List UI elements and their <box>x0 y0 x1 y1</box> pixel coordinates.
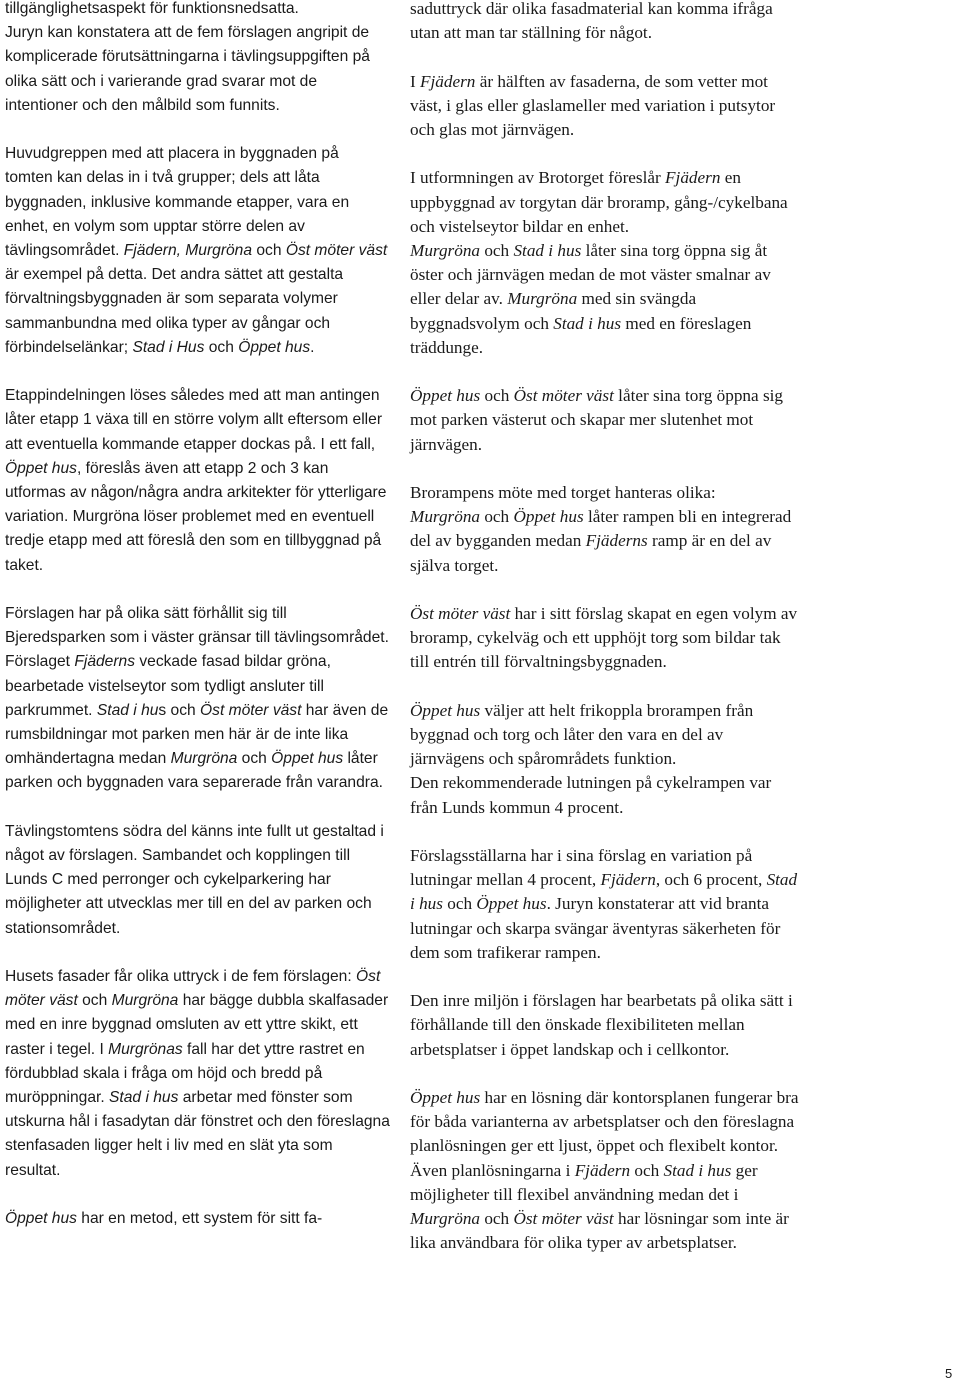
text-run: låter sina torg öppna sig åt öster och järnvägen medan de mot väster smalnar av eller delar av. <box>410 241 771 309</box>
text-run: låter sina torg öppna sig mot parken västerut och skapar mer slutenhet mot järnvägen. <box>410 386 784 454</box>
text-run: Huvudgreppen med att placera in byggnaden på tomten kan delas in i två grupper; dels att låta byggnaden, inklusive kommande etapper, vara en enhet, en volym som upptar större delen av tävlingsområdet. <box>5 145 350 260</box>
italic-text-run: Öppet hus <box>410 386 481 406</box>
right-paragraph-6 <box>410 602 800 675</box>
italic-text-run: Öst möter väst <box>285 242 388 260</box>
italic-text-run: Öppet hus <box>271 750 344 768</box>
text-run: är exempel på detta. Det andra sättet att gestalta förvaltningsbyggnaden är som separata volymer sammanbundna med olika typer av gångar och förbindelselänkar; <box>5 266 344 356</box>
italic-text-run: Fjädern <box>665 168 721 188</box>
text-run: och <box>237 750 272 768</box>
text-run: I utformningen av Brotorget föreslår <box>410 168 666 188</box>
italic-text-run: Stad i hu <box>96 701 159 719</box>
left-paragraph-5: Tävlingstomtens södra del känns inte fullt ut gestaltad i något av förslagen. Sambandet och kopplingen till Lunds C med perronger och cykelparkering har möjligheter att utvecklas mer till en del av parken och stationsområdet. <box>5 822 384 937</box>
text-run: och <box>252 242 286 260</box>
text-run: har lösningar som inte är lika användbara för olika typer av arbetsplatser. <box>410 1209 789 1253</box>
text-run: med en föreslagen träddunge. <box>410 313 752 357</box>
italic-text-run: Öppet hus <box>5 1210 77 1228</box>
italic-text-run: Fjädern, Murgröna <box>123 242 253 260</box>
text-run: I <box>410 71 421 91</box>
italic-text-run: Murgröna <box>410 1209 481 1229</box>
italic-text-run: Öst möter väst <box>513 386 614 406</box>
right-paragraph-8 <box>410 844 800 965</box>
text-run: veckade fasad bildar gröna, bearbetade vistelseytor som tydligt ansluter till parkrummet. <box>5 653 331 719</box>
text-run: s och <box>158 701 201 719</box>
left-paragraph-2 <box>5 142 390 360</box>
right-paragraph-7 <box>410 699 800 820</box>
italic-text-run: Fjädern <box>420 71 476 91</box>
italic-text-run: Stad i hus <box>553 313 622 333</box>
text-run: ramp är en del av själva torget. <box>410 531 772 575</box>
text-run: Brorampens möte med torget hanteras olika: <box>410 483 716 502</box>
right-paragraph-4 <box>410 384 800 457</box>
left-paragraph-1: tillgänglighetsaspekt för funktionsnedsatta. Juryn kan konstatera att de fem förslagen angripit de komplicerade förutsättningarna i tävlingsuppgiften på olika sätt och i varierande grad svarar mot de intentioner och den målbild som funnits. <box>5 0 370 114</box>
italic-text-run: Stad i Hus <box>132 338 205 356</box>
text-run: har i sitt förslag skapat en egen volym av broramp, cykelväg och ett upphöjt torg som bildar tak till entrén till förvaltningsbyggnaden. <box>410 604 798 672</box>
left-paragraph-4 <box>5 602 390 796</box>
right-paragraph-3 <box>410 166 800 360</box>
text-run: , föreslås även att etapp 2 och 3 kan utformas av någon/några andra arkitekter för ytterligare variation. Murgröna löser problemet med en eventuell tredje etapp med att föreslå den som en tillbyggnad på taket. <box>5 459 387 574</box>
text-run: . Juryn konstaterar att vid branta lutningar och skarpa svängar äventyras säkerheten för dem som trafikerar rampen. <box>410 894 781 962</box>
text-run: , och 6 procent, <box>655 870 767 890</box>
italic-text-run: Öst möter väst <box>200 701 302 719</box>
italic-text-run: Öst möter väst <box>513 1209 614 1229</box>
text-run: låter rampen bli en integrerad del av bygganden medan <box>410 507 792 551</box>
text-run: Husets fasader får olika uttryck i de fem förslagen: <box>5 968 357 986</box>
right-paragraph-5 <box>410 481 800 578</box>
italic-text-run: Fjäderns <box>585 531 648 551</box>
text-run: är hälften av fasaderna, de som vetter mot väst, i glas eller glaslameller med variation i putsytor och glas mot järnvägen. <box>410 71 776 139</box>
italic-text-run: Öppet hus <box>5 459 77 477</box>
italic-text-run: Stad i hus <box>410 870 798 914</box>
italic-text-run: Murgröna <box>410 507 481 527</box>
text-run: och <box>480 241 514 260</box>
text-run: en uppbyggnad av torgytan där broramp, gång-/cykelbana och vistelseytor bildar en enhet. <box>410 168 788 236</box>
text-run: . <box>310 338 315 356</box>
italic-text-run: Stad i hus <box>513 241 582 260</box>
italic-text-run: Fjädern <box>600 870 656 890</box>
text-run: Förslagen har på olika sätt förhållit sig till Bjeredsparken som i väster gränsar till tävlingsområdet. Förslaget <box>5 605 389 671</box>
text-run: och <box>480 1209 514 1229</box>
italic-text-run: Öst möter väst <box>410 604 511 623</box>
italic-text-run: Öppet hus <box>410 700 481 720</box>
italic-text-run: Murgröna <box>507 289 578 309</box>
text-run: Förslagsställarna har i sina förslag en variation på lutningar mellan 4 procent, <box>410 846 753 890</box>
text-run: och <box>442 894 477 914</box>
text-run: med sin svängda byggnadsvolym och <box>410 289 697 333</box>
left-column <box>5 0 390 1231</box>
italic-text-run: Fjädern <box>574 1160 631 1180</box>
italic-text-run: Murgröna <box>170 750 238 768</box>
text-run: och <box>480 507 514 527</box>
right-column <box>410 0 800 1255</box>
italic-text-run: Stad i hus <box>109 1089 179 1107</box>
italic-text-run: Fjäderns <box>74 653 136 671</box>
text-run: och <box>77 992 112 1010</box>
text-run: och <box>480 386 514 406</box>
left-paragraph-6 <box>5 965 390 1183</box>
left-paragraph-7 <box>5 1207 390 1231</box>
text-run: fall har det yttre rastret en fördubblad skala i fråga om höjd och bredd på muröppningar. <box>5 1040 365 1107</box>
left-paragraph-3 <box>5 384 390 578</box>
italic-text-run: Murgrönas <box>108 1040 183 1058</box>
italic-text-run: Stad i hus <box>663 1160 732 1180</box>
text-run: Etappindelningen löses således med att man antingen låter etapp 1 växa till en större volym allt eftersom eller att eventuella kommande etapper dockas på. I ett fall, <box>5 387 383 453</box>
italic-text-run: Öppet hus <box>513 507 584 527</box>
italic-text-run: Murgröna <box>410 241 481 260</box>
text-run: har bägge dubbla skalfasader med en inre byggnad omsluten av ett yttre skikt, ett raster i tegel. I <box>5 992 389 1058</box>
italic-text-run: Öppet hus <box>410 1088 481 1107</box>
text-run: väljer att helt frikoppla brorampen från byggnad och torg och låter den vara en del av järnvägens och spårområdets funktion. Den rekommenderade lutningen på cykelrampen var från Lunds kommun 4 procent. <box>410 700 772 817</box>
italic-text-run: Öppet hus <box>476 894 547 914</box>
right-paragraph-2 <box>410 70 800 143</box>
italic-text-run: Öppet hus <box>238 338 311 356</box>
text-run: har en lösning där kontorsplanen fungerar bra för båda varianterna av arbetsplatser och den föreslagna planlösningen ger ett ljust, öppet och flexibelt kontor. Även planlösningarna i <box>410 1088 799 1180</box>
italic-text-run: Öst möter väst <box>5 968 381 1010</box>
text-run: låter parken och byggnaden vara separerade från varandra. <box>5 750 383 792</box>
text-run: ger möjligheter till flexibel användning medan det i <box>410 1160 758 1204</box>
text-run: har en metod, ett system för sitt fa- <box>76 1210 323 1228</box>
text-run: arbetar med fönster som utskurna hål i fasadytan där fönstret och den föreslagna stenfasaden ligger helt i liv med en slät yta som resultat. <box>5 1089 390 1179</box>
right-paragraph-9: Den inre miljön i förslagen har bearbetats på olika sätt i förhållande till den önskade flexibiliteten mellan arbetsplatser i öppet landskap och i cellkontor. <box>410 991 793 1059</box>
italic-text-run: Murgröna <box>111 992 179 1010</box>
right-paragraph-10 <box>410 1086 800 1255</box>
text-run: och <box>204 338 239 356</box>
right-paragraph-1: saduttryck där olika fasadmaterial kan komma ifråga utan att man tar ställning för något. <box>410 0 773 43</box>
text-run: och <box>630 1160 664 1180</box>
text-run: har även de rumsbildningar mot parken men här är de inte lika omhändertagna medan <box>5 701 389 768</box>
page-number: 5 <box>945 1366 953 1381</box>
